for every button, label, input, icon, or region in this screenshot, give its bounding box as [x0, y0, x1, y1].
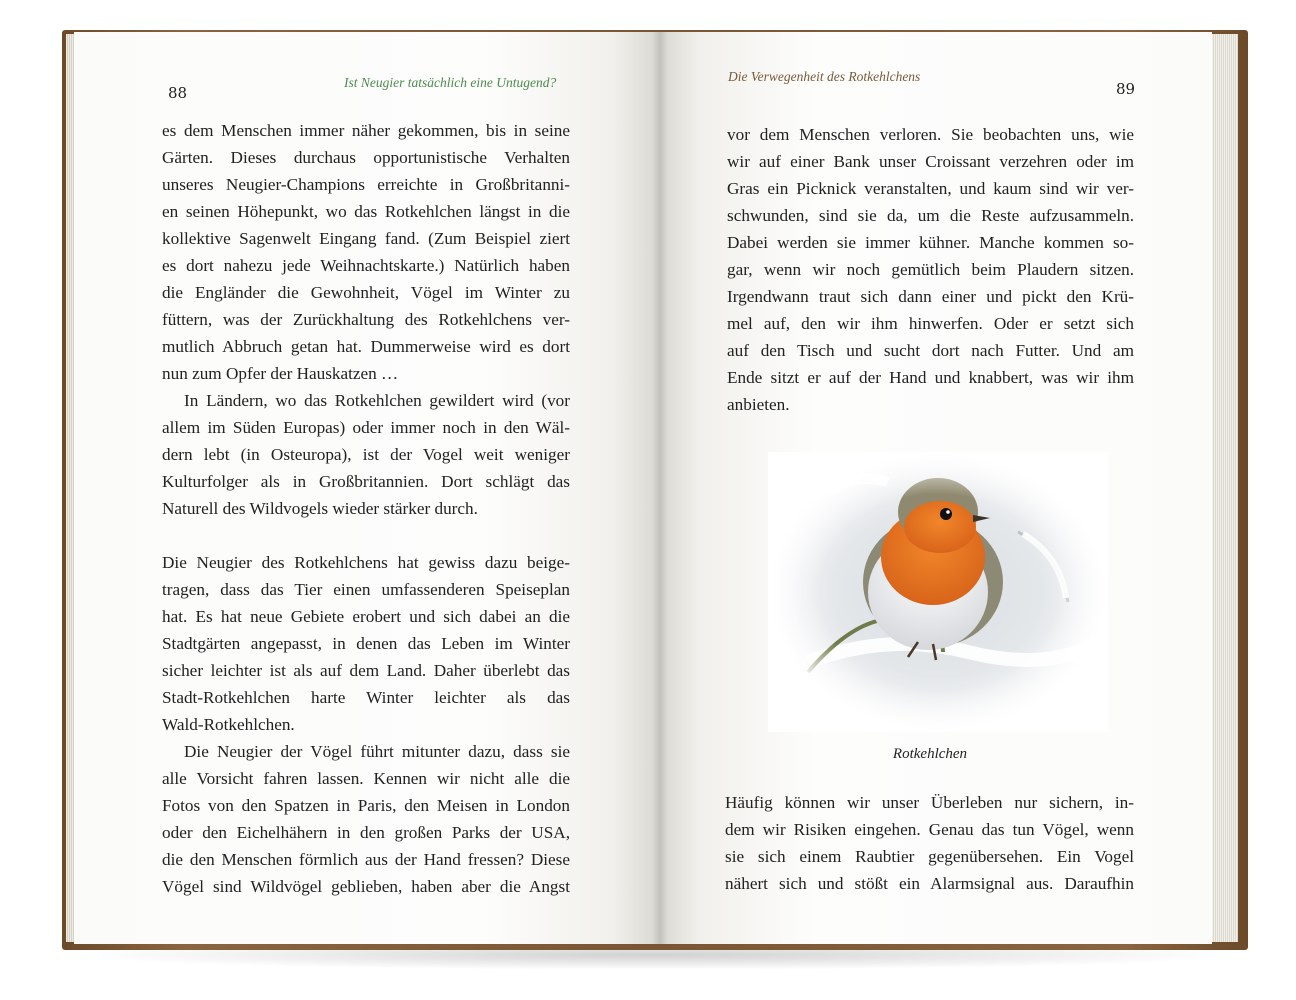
- text-line: Dabei werden sie immer kühner. Manche kommen so-: [727, 233, 1134, 252]
- text-line: füttern, was der Zurückhaltung des Rotkehlchens ver-: [162, 310, 570, 329]
- text-line: sicher leichter ist als auf dem Land. Daher überlebt das: [162, 661, 570, 680]
- text-line: allem im Süden Europas) oder immer noch in den Wäl-: [162, 418, 570, 437]
- left-page-body: [162, 117, 570, 900]
- text-line: Gras ein Picknick veranstalten, und kaum sind wir ver-: [727, 179, 1134, 198]
- page-number-left: 88: [168, 84, 188, 102]
- text-line: dern lebt (in Osteuropa), ist der Vogel weit weniger: [162, 445, 570, 464]
- text-line: tragen, dass das Tier einen umfassenderen Speiseplan: [162, 580, 570, 599]
- text-line: hat. Es hat neue Gebiete erobert und sich dabei an die: [162, 607, 570, 626]
- text-line: kollektive Sagenwelt Eingang fand. (Zum Beispiel ziert: [162, 229, 570, 248]
- text-line: mutlich Abbruch getan hat. Dummerweise wird es dort: [162, 337, 570, 356]
- text-line: die Engländer die Gewohnheit, Vögel im Winter zu: [162, 283, 570, 302]
- text-line: Wald-Rotkehlchen.: [162, 715, 295, 734]
- text-line: Fotos von den Spatzen in Paris, den Meisen in London: [162, 796, 570, 815]
- text-line: es dem Menschen immer näher gekommen, bis in seine: [162, 121, 570, 140]
- page-edges-right: [1210, 34, 1238, 942]
- running-head-left: Ist Neugier tatsächlich eine Untugend?: [344, 75, 557, 90]
- running-head-right: Die Verwegenheit des Rotkehlchens: [728, 69, 921, 84]
- robin-photo: [768, 452, 1108, 732]
- text-line: Die Neugier des Rotkehlchens hat gewiss dazu beige-: [162, 553, 570, 572]
- page-edges-left: [66, 34, 74, 942]
- text-line: Naturell des Wildvogels wieder stärker durch.: [162, 499, 478, 518]
- text-line: [162, 522, 570, 549]
- text-line: vor dem Menschen verloren. Sie beobachten uns, wie: [727, 125, 1134, 144]
- text-line: unseres Neugier-Champions erreichte in Großbritanni-: [162, 175, 570, 194]
- page-number-right: 89: [1116, 80, 1136, 98]
- text-line: nähert sich und stößt ein Alarmsignal aus. Daraufhin: [725, 874, 1134, 893]
- right-page-body-bottom: [725, 789, 1134, 897]
- right-page-body-top: [727, 121, 1134, 418]
- text-line: Vögel sind Wildvögel geblieben, haben aber die Angst: [162, 877, 570, 896]
- text-line: Die Neugier der Vögel führt mitunter dazu, dass sie: [184, 742, 570, 761]
- text-line: alle Vorsicht fahren lassen. Kennen wir nicht alle die: [162, 769, 570, 788]
- text-line: Stadtgärten angepasst, in denen das Leben im Winter: [162, 634, 570, 653]
- text-line: dem wir Risiken eingehen. Genau das tun Vögel, wenn: [725, 820, 1134, 839]
- text-line: gar, wenn wir noch gemütlich beim Plaudern sitzen.: [727, 260, 1134, 279]
- text-line: sie sich einem Raubtier gegenübersehen. Ein Vogel: [725, 847, 1134, 866]
- text-line: nun zum Opfer der Hauskatzen …: [162, 364, 399, 383]
- text-line: oder den Eichelhähern in den großen Parks der USA,: [162, 823, 570, 842]
- text-line: Stadt-Rotkehlchen harte Winter leichter als das: [162, 688, 570, 707]
- text-line: wir auf einer Bank unser Croissant verzehren oder im: [727, 152, 1134, 171]
- text-line: Ende sitzt er auf der Hand und knabbert, was wir ihm: [727, 368, 1134, 387]
- text-line: auf den Tisch und sucht dort nach Futter. Und am: [727, 341, 1134, 360]
- text-line: schwunden, sind sie da, um die Reste aufzusammeln.: [727, 206, 1134, 225]
- text-line: die den Menschen förmlich aus der Hand fressen? Diese: [162, 850, 570, 869]
- text-line: Gärten. Dieses durchaus opportunistische Verhalten: [162, 148, 570, 167]
- text-line: mel auf, den wir ihm hinwerfen. Oder er setzt sich: [727, 314, 1134, 333]
- text-line: en seinen Höhepunkt, wo das Rotkehlchen längst in die: [162, 202, 570, 221]
- text-line: anbieten.: [727, 395, 790, 414]
- text-line: Irgendwann traut sich dann einer und pickt den Krü-: [727, 287, 1134, 306]
- figure-caption: Rotkehlchen: [892, 746, 968, 762]
- book-gutter: [652, 32, 668, 944]
- text-line: Kulturfolger als in Großbritannien. Dort schlägt das: [162, 472, 570, 491]
- text-line: In Ländern, wo das Rotkehlchen gewildert wird (vor: [184, 391, 570, 410]
- text-line: Häufig können wir unser Überleben nur sichern, in-: [725, 793, 1134, 812]
- text-line: es dort nahezu jede Weihnachtskarte.) Natürlich haben: [162, 256, 570, 275]
